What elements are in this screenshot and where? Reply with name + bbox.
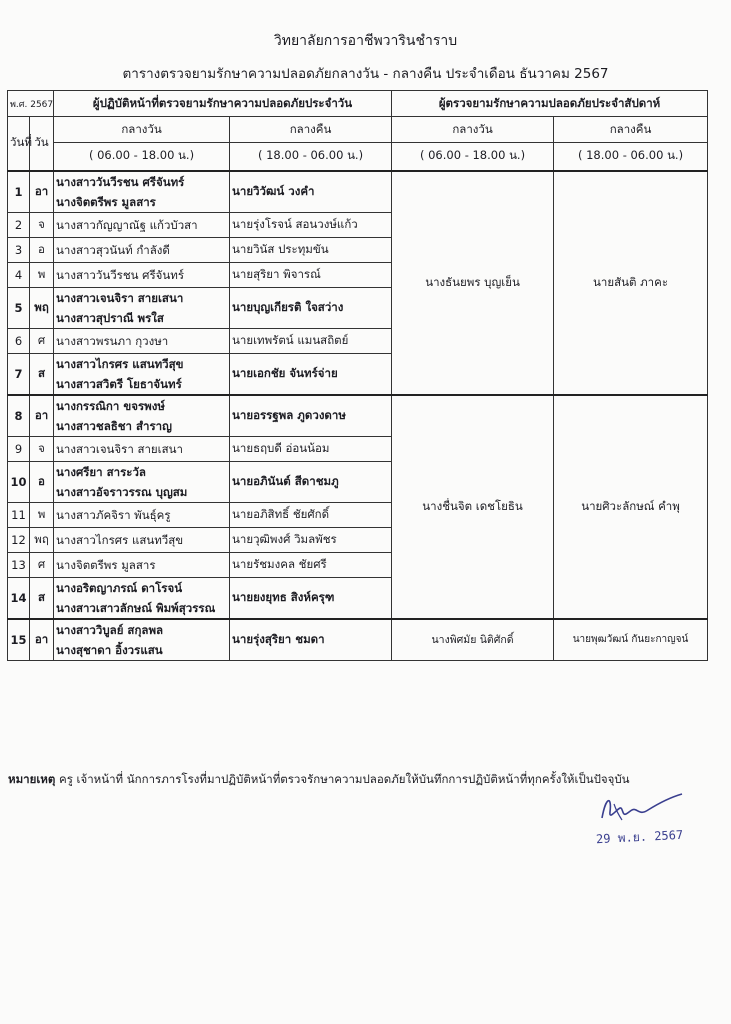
row-date: 8 [8, 395, 30, 437]
staff-name: นางสุชาดา อิ้งวรแสน [56, 642, 163, 657]
staff-name: นางสาวสวิตรี โยธาจันทร์ [56, 376, 182, 391]
row-date: 1 [8, 171, 30, 213]
staff-name: นางสาวกัญญาณัฐ แก้วบัวสา [56, 217, 198, 232]
weekly-night-inspector: นายสันติ ภาคะ [554, 171, 708, 395]
staff-name: นางสาววันวีรชน ศรีจันทร์ [56, 174, 185, 189]
row-day: จ [30, 436, 54, 461]
row-day: ส [30, 353, 54, 395]
row-night-staff: นายวิวัฒน์ วงคำ [230, 171, 392, 213]
row-night-staff: นายวุฒิพงศ์ วิมลพัชร [230, 527, 392, 552]
row-day-staff [54, 461, 230, 502]
staff-name: นางสาวเจนจิรา สายเสนา [56, 290, 184, 305]
row-night-staff: นายอภินันต์ สีดาชมภู [230, 461, 392, 502]
staff-name: นางสาววิบูลย์ สกุลพล [56, 622, 164, 637]
col-daily-day-shift: กลางวัน [54, 117, 230, 143]
staff-name: นางสาวไกรศร แสนทวีสุข [56, 356, 184, 371]
weekly-day-inspector: นางธันยพร บุญเย็น [392, 171, 554, 395]
staff-name: นางสาวพรนภา กุวงษา [56, 333, 169, 348]
row-day-staff [54, 395, 230, 437]
row-date: 11 [8, 502, 30, 527]
time-weekly-night: ( 18.00 - 06.00 น.) [554, 143, 708, 171]
row-night-staff: นายสุริยา พิจารณ์ [230, 262, 392, 287]
row-night-staff: นายรุ่งสุริยา ชมดา [230, 619, 392, 661]
row-day: พฤ [30, 287, 54, 328]
table-row [8, 619, 708, 661]
year-label: พ.ศ. 2567 [8, 91, 54, 117]
staff-name: นางสาววันวีรชน ศรีจันทร์ [56, 267, 184, 282]
row-day: พ [30, 262, 54, 287]
row-date: 10 [8, 461, 30, 502]
row-date: 12 [8, 527, 30, 552]
row-day: อา [30, 395, 54, 437]
row-day-staff [54, 577, 230, 619]
staff-name: นางสาวสุวนันท์ กำลังดี [56, 242, 170, 257]
page-subtitle: ตารางตรวจยามรักษาความปลอดภัยกลางวัน - กลางคืน ประจำเดือน ธันวาคม 2567 [122, 66, 609, 82]
note-label: หมายเหตุ [8, 772, 56, 786]
col-day-header: วัน [30, 117, 54, 171]
row-date: 9 [8, 436, 30, 461]
weekly-night-inspector: นายศิวะลักษณ์ คำพุ [554, 395, 708, 619]
row-day: อา [30, 619, 54, 661]
page-title: วิทยาลัยการอาชีพวารินชำราบ [273, 33, 458, 49]
col-daily-night-shift: กลางคืน [230, 117, 392, 143]
signature-image [596, 790, 686, 830]
weekly-day-inspector: นางชื่นจิต เดชโยธิน [392, 395, 554, 619]
row-day-staff [54, 502, 230, 527]
staff-name: นางศรียา สาระวัล [56, 464, 146, 479]
table-row [8, 395, 708, 437]
staff-name: นางสาวอัจราวรรณ บุญสม [56, 484, 188, 499]
row-date: 2 [8, 212, 30, 237]
row-day: ส [30, 577, 54, 619]
row-date: 15 [8, 619, 30, 661]
time-daily-day: ( 06.00 - 18.00 น.) [54, 143, 230, 171]
row-day-staff [54, 171, 230, 213]
row-day: ศ [30, 552, 54, 577]
row-date: 4 [8, 262, 30, 287]
row-date: 13 [8, 552, 30, 577]
row-day-staff [54, 287, 230, 328]
staff-name: นางกรรณิกา ขจรพงษ์ [56, 398, 165, 413]
row-date: 6 [8, 328, 30, 353]
row-date: 14 [8, 577, 30, 619]
row-date: 5 [8, 287, 30, 328]
row-night-staff: นายรัชมงคล ชัยศรี [230, 552, 392, 577]
row-day-staff [54, 527, 230, 552]
row-day: ศ [30, 328, 54, 353]
row-day: จ [30, 212, 54, 237]
footnote [8, 771, 630, 789]
row-night-staff: นายยงยุทธ สิงห์ครุฑ [230, 577, 392, 619]
group-daily-header: ผู้ปฏิบัติหน้าที่ตรวจยามรักษาความปลอดภัยประจำวัน [54, 91, 392, 117]
row-day: อ [30, 461, 54, 502]
row-day: พฤ [30, 527, 54, 552]
row-day-staff [54, 237, 230, 262]
row-date: 3 [8, 237, 30, 262]
staff-name: นางจิตตรีพร มูลสาร [56, 557, 156, 572]
col-weekly-night-shift: กลางคืน [554, 117, 708, 143]
row-night-staff: นายธฤบดี อ่อนน้อม [230, 436, 392, 461]
row-date: 7 [8, 353, 30, 395]
row-night-staff: นายวินัส ประทุมขัน [230, 237, 392, 262]
staff-name: นางสาวภัคจิรา พันธุ์ครู [56, 507, 171, 522]
row-night-staff: นายอรรฐพล ภูดวงดาษ [230, 395, 392, 437]
row-night-staff: นายอภิสิทธิ์ ชัยศักดิ์ [230, 502, 392, 527]
row-night-staff: นายเอกชัย จันทร์จ่าย [230, 353, 392, 395]
weekly-day-inspector: นางพิศมัย นิติศักดิ์ [392, 619, 554, 661]
staff-name: นางอริตญาภรณ์ ดาโรจน์ [56, 580, 183, 595]
staff-name: นางสาวเสาวลักษณ์ พิมพ์สุวรรณ [56, 600, 216, 615]
time-weekly-day: ( 06.00 - 18.00 น.) [392, 143, 554, 171]
col-date-header: วันที่ [8, 117, 30, 171]
row-day-staff [54, 212, 230, 237]
duty-table [7, 90, 708, 661]
staff-name: นางสาวเจนจิรา สายเสนา [56, 441, 183, 456]
row-night-staff: นายบุญเกียรติ ใจสว่าง [230, 287, 392, 328]
staff-name: นางสาวชลธิชา สำราญ [56, 418, 172, 433]
staff-name: นางสาวไกรศร แสนทวีสุข [56, 532, 184, 547]
weekly-night-inspector: นายพุฒวัฒน์ กันยะกาญจน์ [554, 619, 708, 661]
row-day-staff [54, 262, 230, 287]
table-row [8, 171, 708, 213]
col-weekly-day-shift: กลางวัน [392, 117, 554, 143]
row-night-staff: นายรุ่งโรจน์ สอนวงษ์แก้ว [230, 212, 392, 237]
row-day-staff [54, 436, 230, 461]
row-day: อ [30, 237, 54, 262]
note-text: ครู เจ้าหน้าที่ นักการภารโรงที่มาปฏิบัติหน้าที่ตรวจรักษาความปลอดภัยให้บันทึกการปฏิบัติหน้าที่ทุกครั้งให้เป็นปัจจุบัน [55, 772, 630, 786]
row-day: พ [30, 502, 54, 527]
row-day-staff [54, 552, 230, 577]
time-daily-night: ( 18.00 - 06.00 น.) [230, 143, 392, 171]
staff-name: นางสาวสุปราณี พรใส [56, 310, 164, 325]
row-day-staff [54, 328, 230, 353]
group-weekly-header: ผู้ตรวจยามรักษาความปลอดภัยประจำสัปดาห์ [392, 91, 708, 117]
row-day: อา [30, 171, 54, 213]
row-day-staff [54, 619, 230, 661]
row-night-staff: นายเทพรัตน์ แมนสถิตย์ [230, 328, 392, 353]
duty-rows [8, 171, 708, 661]
staff-name: นางจิตตรีพร มูลสาร [56, 194, 156, 209]
date-stamp: 29 พ.ย. 2567 [595, 827, 684, 847]
row-day-staff [54, 353, 230, 395]
